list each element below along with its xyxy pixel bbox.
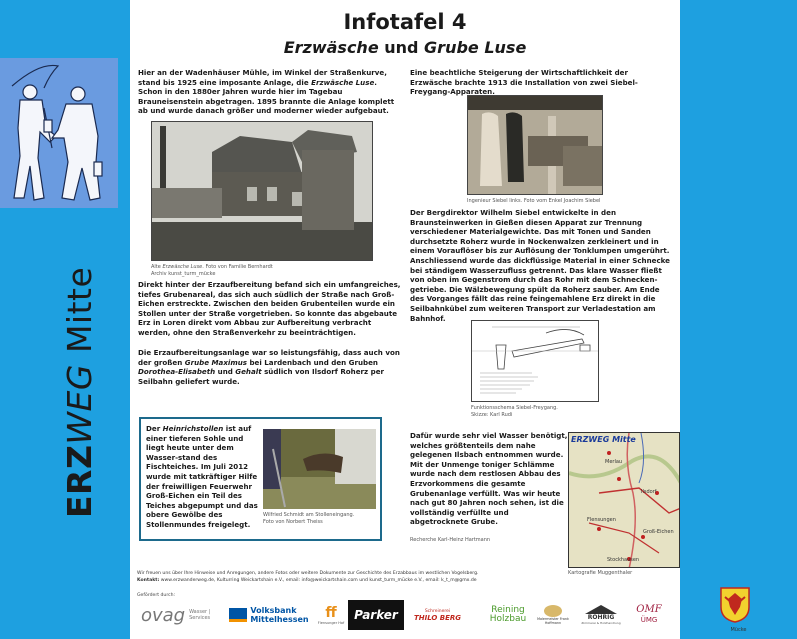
caption-line: Foto von Norbert Theiss bbox=[263, 518, 323, 525]
page-subtitle bbox=[130, 38, 680, 57]
uemg-name: ÜMG bbox=[640, 616, 658, 624]
sponsor-ovag bbox=[136, 600, 220, 630]
research-credit: Recherche Karl-Heinz Hartmann bbox=[410, 537, 491, 543]
intro-siebel-freygang: Eine beachtliche Steigerung der Wirtschaftlichkeit der Erzwäsche brachte 1913 die Installation von zwei Siebel-Freygang-Apparaten. bbox=[410, 68, 638, 97]
crest-label: Mücke bbox=[730, 627, 747, 633]
brand-italic: WEG bbox=[60, 364, 99, 445]
text: Die Erzaufbereitungsanlage war so leistungsfähig, dass auch von der großen bbox=[138, 348, 400, 367]
thilo-berg-name: THILO BERG bbox=[413, 613, 462, 622]
map-place-merlau: Merlau bbox=[605, 459, 623, 465]
map-place-ilsdorf: Ilsdorf bbox=[641, 489, 657, 495]
volksbank-text bbox=[250, 606, 308, 624]
text: ist auf einer tieferen Sohle und liegt heute unter dem Wasser-stand des Fischteiches. Im Juli 2012 wurde mit tatkräftiger Hilfe der freiwilligen Feuerwehr Groß-Eichen ein Teil des Teiches abgepumpt und das obere Gewölbe des Stollenmundes freigelegt. bbox=[146, 424, 258, 529]
map-title: ERZWEG Mitte bbox=[571, 435, 636, 444]
roehrig-sub: Zimmerei & Holzhandlung bbox=[581, 621, 621, 625]
ovag-sub: Wasser | Services bbox=[189, 609, 211, 621]
paragraph-leistungsfaehig bbox=[138, 348, 403, 386]
subtitle-part1: Erzwäsche bbox=[283, 38, 379, 57]
sponsor-logos bbox=[136, 600, 676, 630]
sponsor-thilo-berg bbox=[410, 600, 465, 630]
reining-name: Reining bbox=[491, 605, 525, 615]
thilo-berg-sub: Schreinerei bbox=[424, 608, 451, 614]
volksbank-icon bbox=[229, 608, 247, 622]
photo1-caption bbox=[151, 264, 381, 277]
photo-erzwaesche-luse bbox=[151, 121, 373, 261]
photo-ingenieur-siebel bbox=[467, 95, 603, 195]
volksbank-name: Volksbank bbox=[250, 606, 297, 615]
subtitle-part2: und bbox=[378, 38, 425, 57]
flensunger-hof-name: Flensunger Hof bbox=[317, 621, 345, 625]
sponsor-flensunger-hof bbox=[316, 600, 346, 630]
sponsor-volksbank bbox=[224, 600, 314, 630]
left-brand-strip bbox=[0, 0, 130, 639]
subtitle-part3: Grube Luse bbox=[424, 38, 527, 57]
flensunger-hof-icon: ff bbox=[325, 605, 337, 621]
italic-text: Gehalt bbox=[235, 367, 262, 377]
roof-icon bbox=[585, 605, 617, 614]
text: bei Lardenbach und den Gruben bbox=[247, 357, 378, 367]
intro-paragraph bbox=[138, 68, 400, 116]
italic-text: Grube Maximus bbox=[184, 357, 247, 367]
paragraph-wasser: Dafür wurde sehr viel Wasser benötigt, welches größtenteils dem nahe gelegenen Ilsbach entnommen wurde. Mit der Unmenge toniger Schlämme wurde nach dem restlosen Abbau des Erzvorkommens die gesamte Grubenanlage verfüllt. Was wir heute nach gut 80 Jahren noch sehen, ist die vollständig verfüllte und abgetrocknete Grube. bbox=[410, 431, 568, 527]
roehrig-name: RÖHRIG bbox=[587, 614, 615, 621]
caption-archive: Archiv kunst_turm_mücke bbox=[151, 270, 216, 277]
text: Der bbox=[146, 424, 163, 433]
caption-text: . Foto von Familie Bernhardt bbox=[202, 264, 273, 270]
caption-line: Wilfried Schmidt am Stolleneingang. bbox=[263, 512, 355, 518]
sponsor-reining-holzbau bbox=[486, 600, 530, 630]
brand-bold: ERZ bbox=[60, 444, 99, 518]
reining-sub: Holzbau bbox=[489, 614, 527, 624]
erzweg-mitte-brand bbox=[60, 267, 99, 518]
caption-text: Alte bbox=[151, 264, 163, 270]
footer-contact bbox=[137, 571, 478, 584]
map-place-gross-eichen: Groß-Eichen bbox=[643, 529, 674, 535]
text: und bbox=[215, 367, 236, 377]
funded-by-label: Gefördert durch: bbox=[137, 593, 176, 598]
page-title: Infotafel 4 bbox=[343, 10, 467, 34]
palette-icon bbox=[544, 605, 562, 617]
erzweg-map bbox=[568, 432, 680, 568]
ovag-logo-text: ovag bbox=[140, 604, 186, 626]
sponsor-roehrig bbox=[576, 600, 626, 630]
photo-stolleneingang bbox=[263, 429, 376, 509]
sponsor-malermeister bbox=[536, 600, 570, 630]
info-box-text bbox=[146, 424, 262, 530]
text: südlich von Ilsdorf Roherz per Seilbahn geliefert wurde. bbox=[138, 367, 384, 386]
map-caption: Kartografie Muggenthaler bbox=[568, 570, 633, 576]
italic-text: Heinrichstollen bbox=[162, 424, 224, 433]
map-place-flensungen: Flensungen bbox=[587, 517, 616, 523]
heinrichstollen-info-box bbox=[139, 417, 382, 541]
paragraph-siebel-apparat: Der Bergdirektor Wilhelm Siebel entwickelte in den Braunsteinwerken in Gießen diesen Apparat zur Trennung verschiedener Materialgewichte. Das mit Tonen und Sanden durchsetzte Roherz wurde in Nockenwalzen zerkleinert und in einem Vorauflöser bis zur Auflösung der Tonklumpen umgerührt. Anschliessend wurde das dickflüssige Material in einer Schnecke bei ständigem Wasserzufluss getrennt. Das klare Wasser fließt von oben im Gegenstrom durch das Rohr mit dem Schnecken-getriebe. Die Wälzbewegung spült da Roherz sauber. Am Ende des Vorganges fällt das reine feingemahlene Erz direkt in die Seilbahnkübel zum weiteren Transport zur Verladestation am Bahnhof. bbox=[410, 208, 670, 323]
contact-label: Kontakt: bbox=[137, 577, 160, 583]
caption-line: Skizze: Karl Rudi bbox=[471, 411, 513, 418]
italic-text: Dorothea-Elisabeth bbox=[138, 367, 216, 377]
malermeister-name: Malermeister Frank Hoffmann bbox=[537, 617, 569, 625]
caption-line: Funktionsschema Siebel-Freygang. bbox=[471, 405, 558, 411]
diagram-caption bbox=[471, 405, 621, 418]
right-strip bbox=[680, 0, 797, 639]
contact-text: www.erzwanderweg.de, Kulturring Weickartshain e.V., email: info@weickartshain.com und kunst_turm_mücke e.V., email: k_t_m@gmx.de bbox=[159, 577, 477, 583]
caption-italic: Erzwäsche Luse bbox=[162, 264, 203, 270]
intro-text-cont: . Schon in den 1880er Jahren wurde hier im Tagebau Brauneisenstein abgetragen. 1895 brannte die Anlage komplett ab und wurde danach größer und moderner wieder aufgebaut. bbox=[138, 77, 395, 116]
omf-name: OMF bbox=[636, 604, 662, 615]
intro-italic: Erzwäsche Luse bbox=[311, 77, 375, 87]
muecke-crest-icon bbox=[720, 587, 750, 623]
footer-line1: Wir freuen uns über Ihre Hinweise und Anregungen, andere Fotos oder weitere Dokumente zur Geschichte des Erzabbaus im westlichen Vogelsberg. bbox=[137, 571, 479, 576]
sponsor-omf-uemg bbox=[631, 600, 667, 630]
brand-regular: Mitte bbox=[60, 266, 99, 365]
miners-illustration bbox=[0, 58, 118, 208]
sponsor-parker bbox=[348, 600, 404, 630]
intro-text: Hier an der Wadenhäuser Mühle, im Winkel der Straßenkurve, stand bis 1925 eine imposante Anlage, die bbox=[138, 68, 387, 87]
photo2-caption: Ingenieur Siebel links. Foto vom Enkel Joachim Siebel bbox=[467, 198, 601, 204]
info-photo-caption bbox=[263, 512, 381, 525]
parker-name: Parker bbox=[354, 608, 398, 622]
diagram-siebel-freygang bbox=[471, 320, 599, 402]
volksbank-sub: Mittelhessen bbox=[250, 615, 309, 624]
paragraph-grubenareal: Direkt hinter der Erzaufbereitung befand sich ein umfangreiches, tiefes Grubenareal, das sich auch südlich der Straße nach Groß-Eichen erstreckte. Zwischen den beiden Grubenteilen wurde ein Stollen unter der Straße vorgetrieben. So konnte das abgebaute Erz in Loren direkt vom Abbau zur Aufbereitung verbracht werden, ohne den Straßenverkehr zu beeinträchtigen. bbox=[138, 280, 401, 337]
map-place-stockhausen: Stockhausen bbox=[607, 557, 640, 563]
